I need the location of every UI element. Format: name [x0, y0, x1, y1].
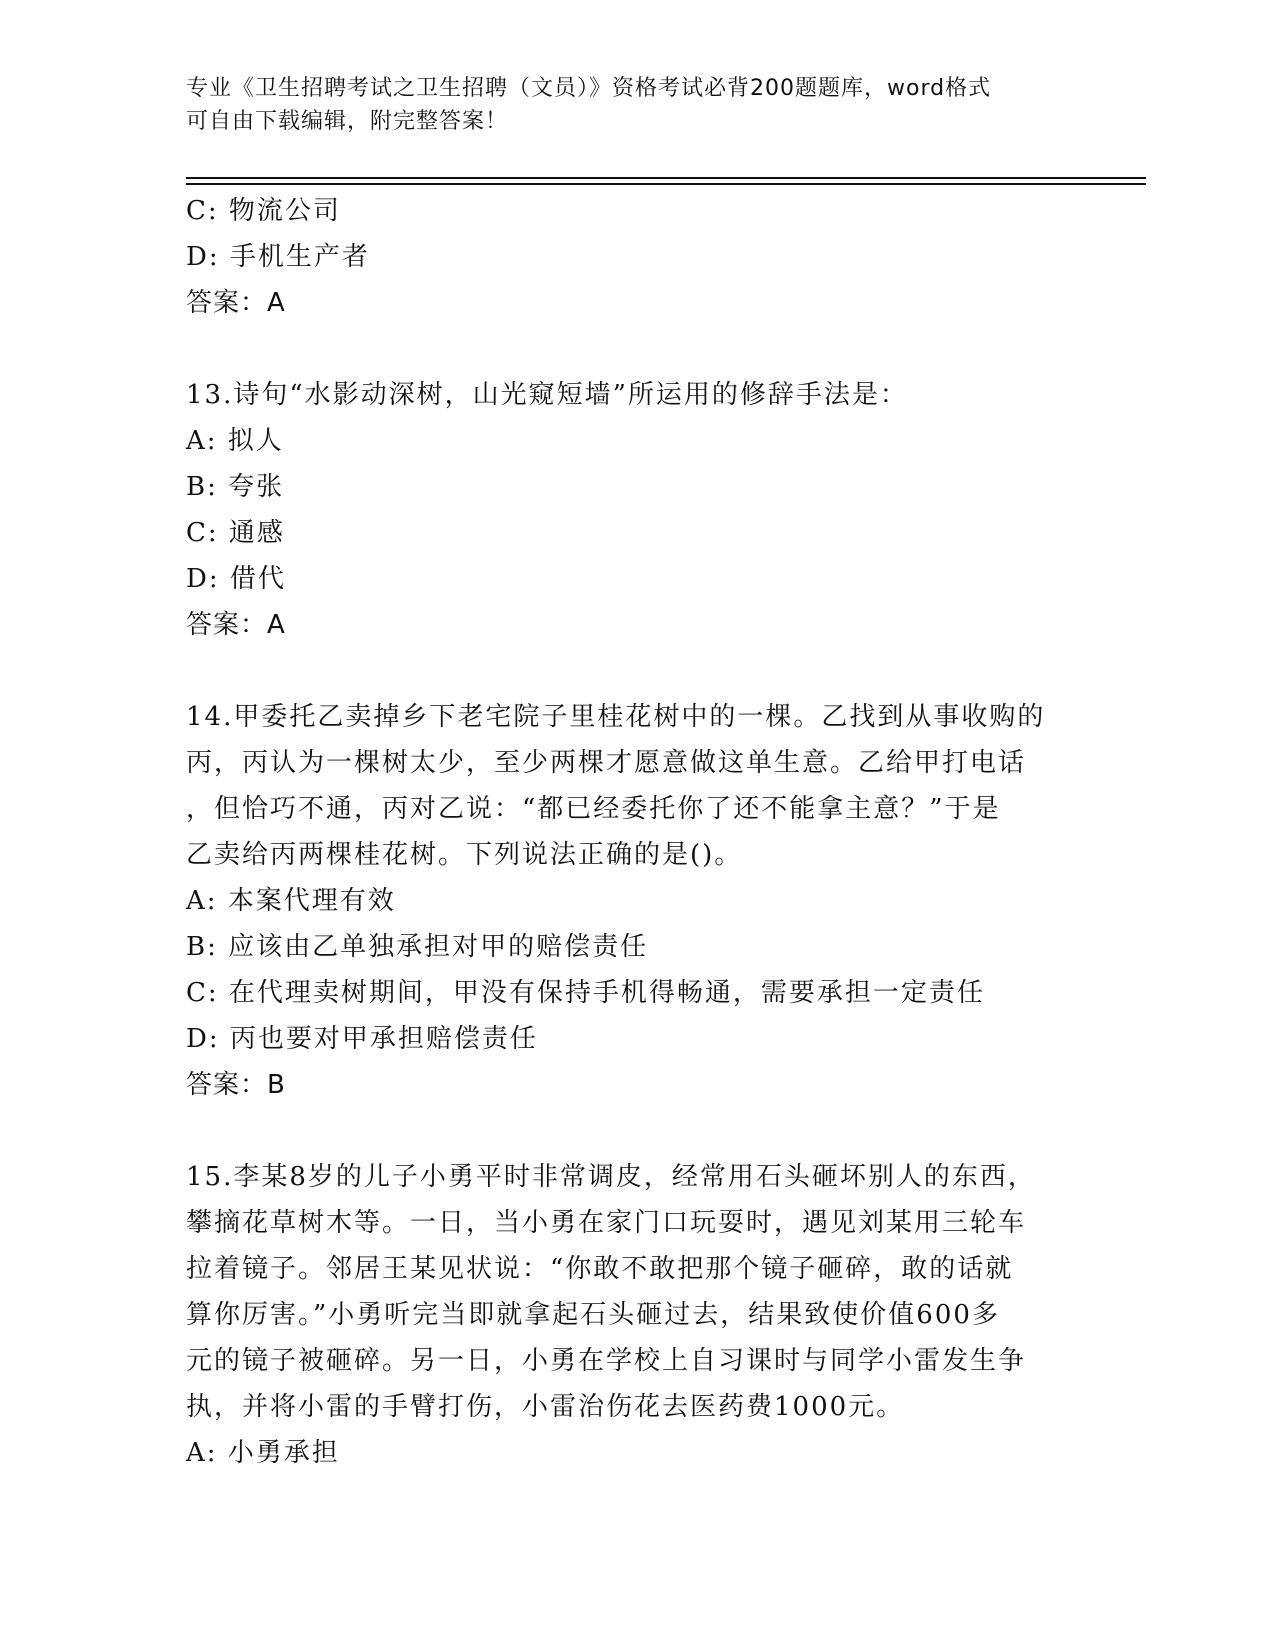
q14-option-b: B: 应该由乙单独承担对甲的赔偿责任	[186, 932, 649, 962]
q13-stem: 13.诗句“水影动深树，山光窥短墙”所运用的修辞手法是：	[186, 380, 908, 410]
q15-stem-line-6: 执，并将小雷的手臂打伤，小雷治伤花去医药费1000元。	[186, 1392, 905, 1422]
spacer	[186, 326, 1086, 372]
header-line-1: 专业《卫生招聘考试之卫生招聘（文员）》资格考试必背200题题库，word格式	[186, 76, 992, 101]
q12-answer: 答案：A	[186, 288, 286, 318]
q13-answer: 答案：A	[186, 610, 286, 640]
header-rule-top	[186, 177, 1146, 179]
q14-option-d: D: 丙也要对甲承担赔偿责任	[186, 1024, 538, 1054]
document-body	[186, 188, 1086, 1476]
q15-stem-line-4: 算你厉害。”小勇听完当即就拿起石头砸过去，结果致使价值600多	[186, 1300, 1000, 1330]
q14-stem-line-4: 乙卖给丙两棵桂花树。下列说法正确的是()。	[186, 840, 743, 870]
q14-option-a: A: 本案代理有效	[186, 886, 396, 916]
q14-stem-line-2: 丙，丙认为一棵树太少，至少两棵才愿意做这单生意。乙给甲打电话	[186, 748, 1027, 778]
q14-answer: 答案：B	[186, 1070, 286, 1100]
q14-option-c: C: 在代理卖树期间，甲没有保持手机得畅通，需要承担一定责任	[186, 978, 985, 1008]
spacer	[186, 648, 1086, 694]
q15-stem-line-5: 元的镜子被砸碎。另一日，小勇在学校上自习课时与同学小雷发生争	[186, 1346, 1027, 1376]
q15-stem-line-2: 攀摘花草树木等。一日，当小勇在家门口玩耍时，遇见刘某用三轮车	[186, 1208, 1027, 1238]
q13-option-d: D: 借代	[186, 564, 286, 594]
q14-stem-line-1: 14.甲委托乙卖掉乡下老宅院子里桂花树中的一棵。乙找到从事收购的	[186, 702, 1046, 732]
header-rule-bottom	[186, 183, 1146, 185]
q15-stem-line-3: 拉着镜子。邻居王某见状说：“你敢不敢把那个镜子砸碎，敢的话就	[186, 1254, 1014, 1284]
q15-stem-line-1: 15.李某8岁的儿子小勇平时非常调皮，经常用石头砸坏别人的东西，	[186, 1162, 1036, 1192]
document-header	[186, 72, 1066, 138]
q12-option-c: C: 物流公司	[186, 196, 341, 226]
q13-option-a: A: 拟人	[186, 426, 284, 456]
q13-option-b: B: 夸张	[186, 472, 285, 502]
q12-option-d: D: 手机生产者	[186, 242, 370, 272]
spacer	[186, 1108, 1086, 1154]
q14-stem-line-3: ，但恰巧不通，丙对乙说：“都已经委托你了还不能拿主意？”于是	[186, 794, 1001, 824]
q13-option-c: C: 通感	[186, 518, 285, 548]
header-line-2: 可自由下载编辑，附完整答案！	[186, 109, 509, 134]
q15-option-a: A: 小勇承担	[186, 1438, 340, 1468]
